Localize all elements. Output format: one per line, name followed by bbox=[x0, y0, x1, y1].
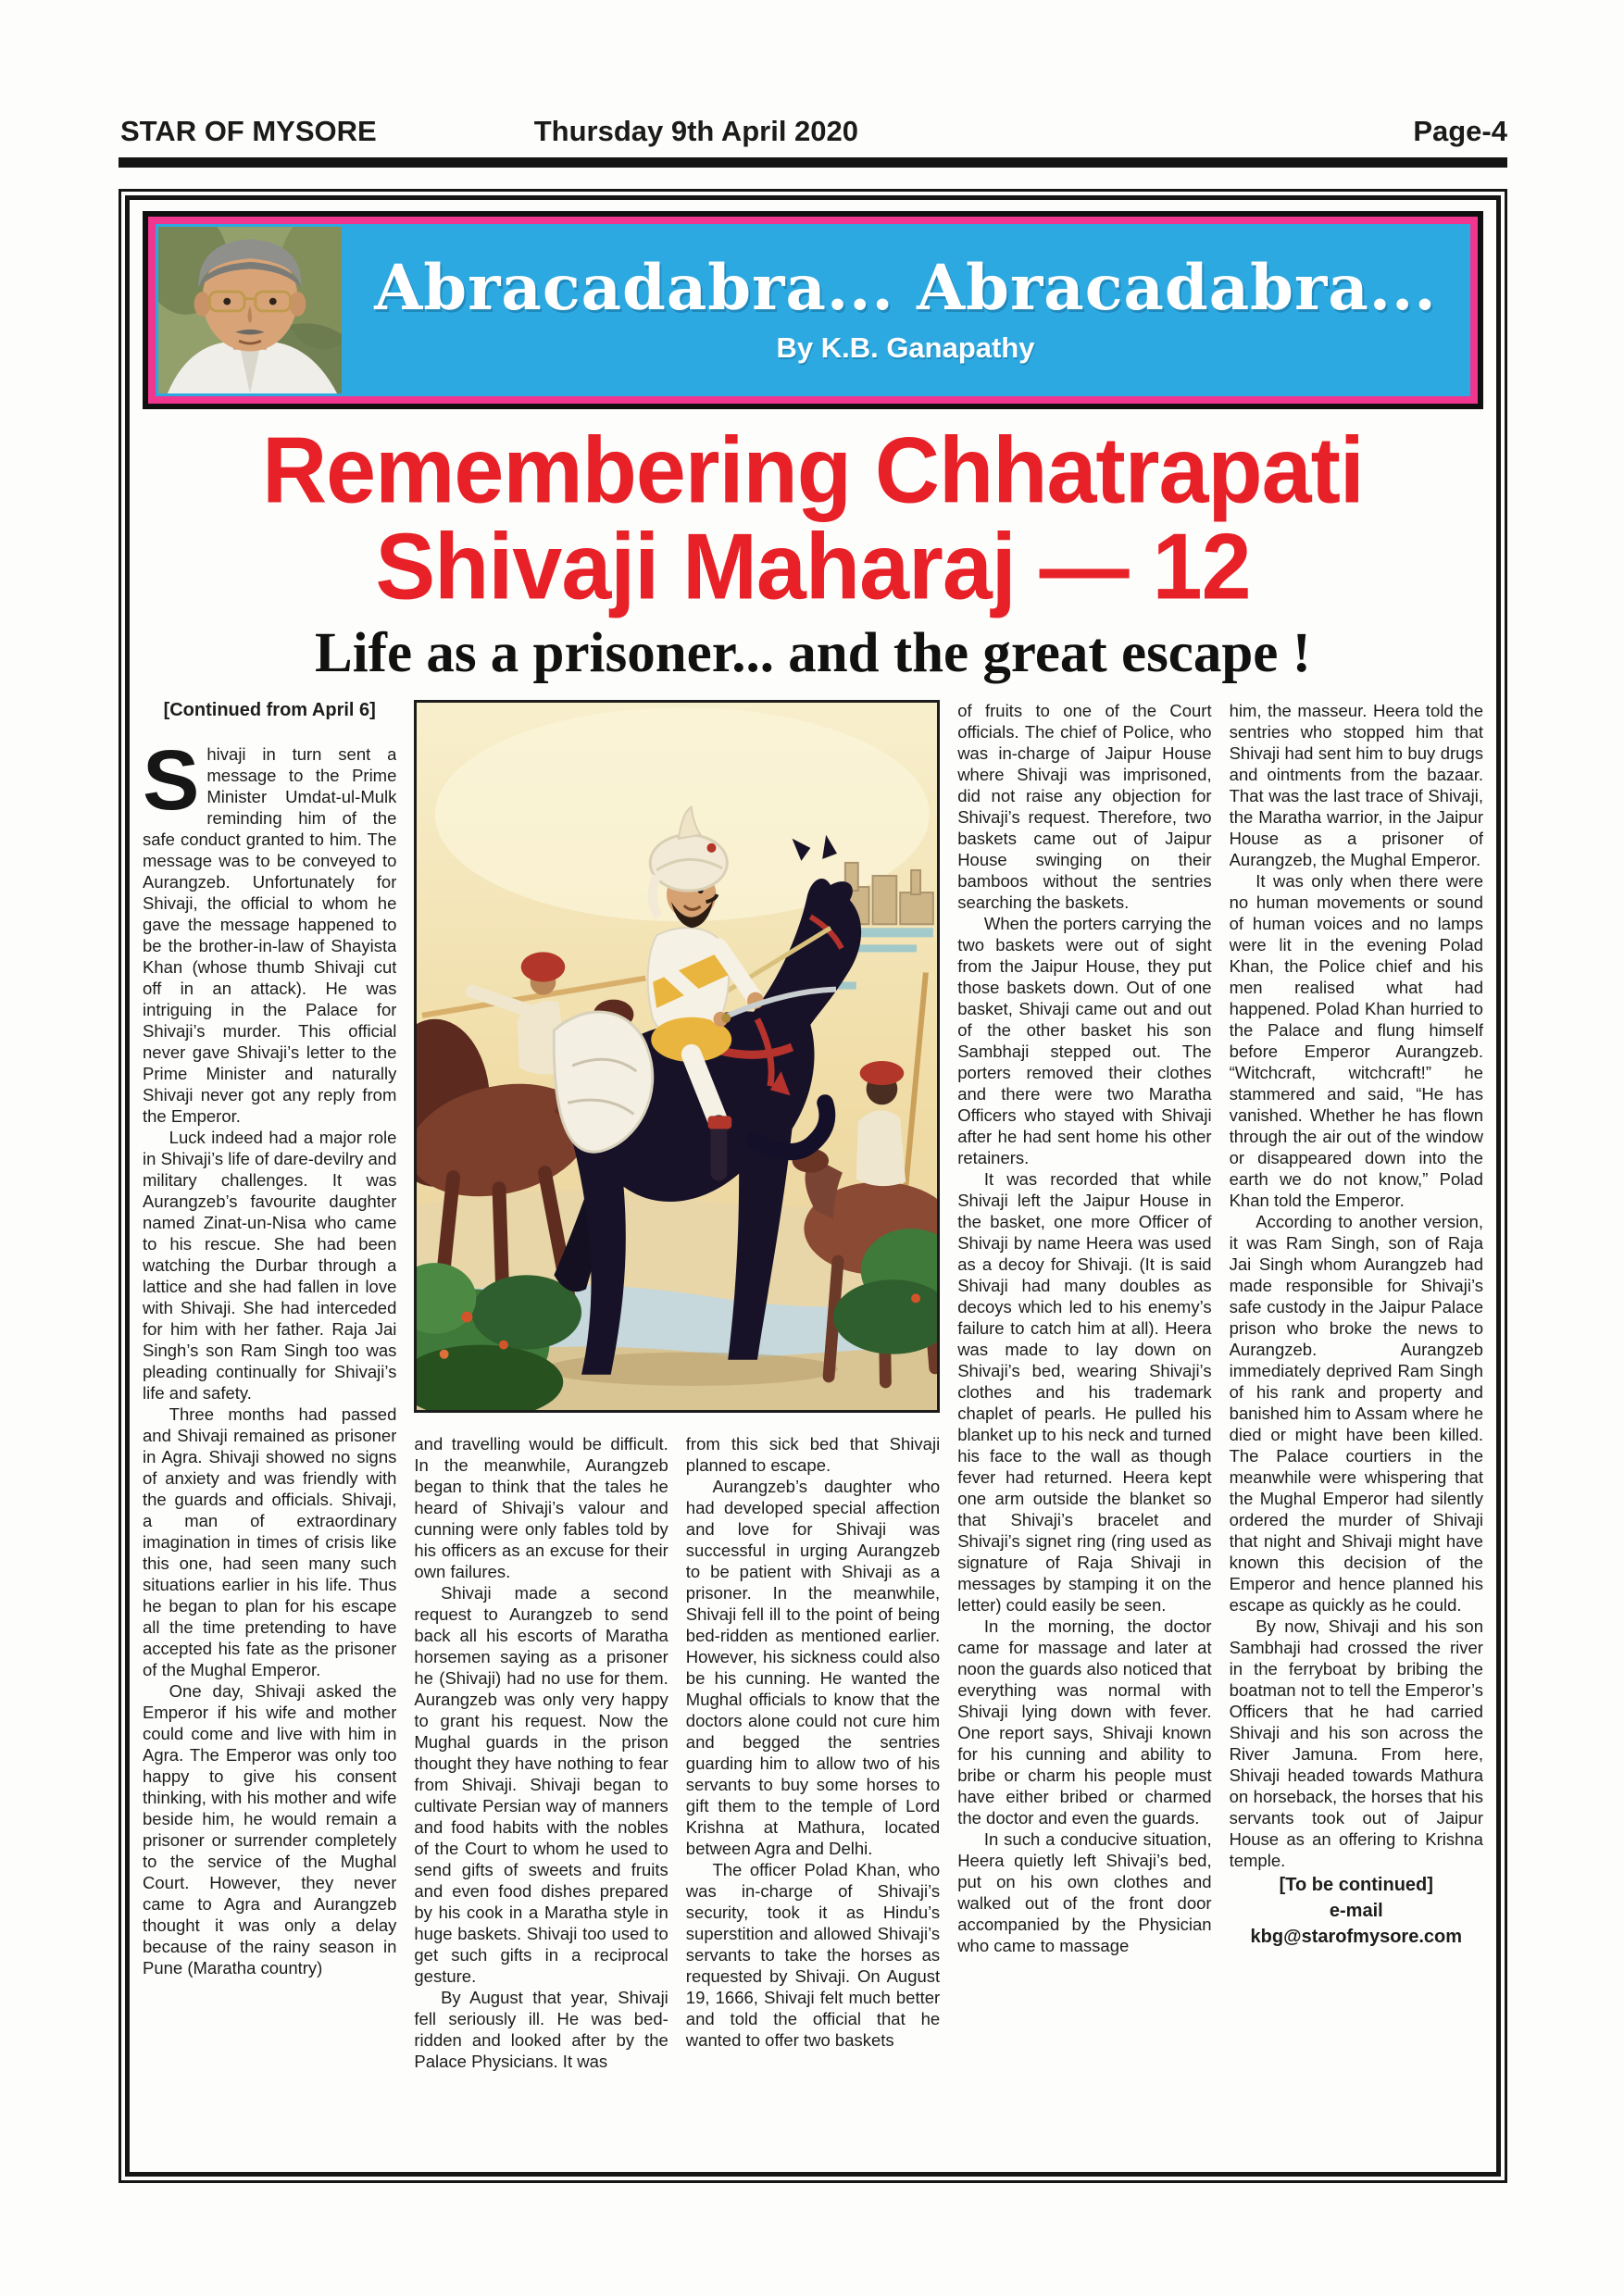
paragraph bbox=[143, 733, 397, 1127]
headline bbox=[143, 417, 1483, 619]
paragraph: In the morning, the doctor came for massage and later at noon the guards also noticed that everything was normal with Shivaji lying down with fever. One report says, Shivaji known for his cunning and ability to bribe or charm his people must have either bribed or charmed the doctor and even the guards. bbox=[957, 1616, 1212, 1828]
column-3 bbox=[686, 1433, 940, 2177]
article-body bbox=[143, 700, 1483, 2177]
paragraph: and travelling would be difficult. In the meanwhile, Aurangzeb began to think that the tales he heard of Shivaji’s valour and cunning were only fables told by his officers as an excuse for their own failures. bbox=[414, 1434, 668, 1581]
paragraph: It was recorded that while Shivaji left the Jaipur House in the basket, one more Officer of Shivaji by name Heera was used as a decoy for Shivaji. (It is said Shivaji had many doubles as decoys which led to his enemy’s failure to catch him at all). Heera was made to lay down on Shivaji’s bed, wearing Shivaji’s clothes and his trademark chaplet of pearls. He pulled his blanket up to his neck and turned his face to the wall as though fever had returned. Heera kept one arm outside the blanket so that Shivaji’s bracelet and Shivaji’s signet ring (ring used as signature of Raja Shivaji in messages by stamping it on the letter) could easily be seen. bbox=[957, 1169, 1212, 1615]
paragraph: It was only when there were no human movements or sound of human voices and no lamps were lit in the evening Polad Khan, the Police chief and his men realised what had happened. Polad Khan hurried to the Palace and flung himself before Emperor Aurangzeb. “Witchcraft, witchcraft!” he stammered and said, “He has vanished. Whether he has flown through the air out of the window or disappeared down into the earth we do not know,” Polad Khan told the Emperor. bbox=[1229, 871, 1483, 1210]
paragraph-text: hivaji in turn sent a message to the Prime Minister Umdat-ul-Mulk reminding him of the safe conduct granted to him. The message was to be conveyed to Aurangzeb. Unfortunately for Shivaji, the official to whom he gave the message happened to be the brother-in-law of Shayista Khan (whose thumb Shivaji cut off in an attack). He was intriguing in the Palace for Shivaji’s murder. This official never gave Shivaji’s letter to the Prime Minister and naturally Shivaji never got any reply from the Emperor. bbox=[143, 744, 397, 1126]
page-header bbox=[120, 106, 1507, 148]
column-byline: By K.B. Ganapathy bbox=[776, 331, 1035, 364]
paragraph: According to another version, it was Ram Singh, son of Raja Jai Singh whom Aurangzeb had made responsible for Shivaji’s safe custody in the Jaipur Palace prison who broke the news to Aurangzeb. Aurangzeb immediately deprived Ram Singh of his rank and property and banished him to Assam where he died or might have been killed. The Palace courtiers in the meanwhile were whispering that the Mughal Emperor had silently ordered the murder of Shivaji that night and Shivaji might have known this decision of the Emperor and hence planned his escape as quickly as he could. bbox=[1229, 1212, 1483, 1615]
article-frame bbox=[119, 189, 1507, 2183]
paragraph: from this sick bed that Shivaji planned to escape. bbox=[685, 1434, 941, 1475]
column-2 bbox=[414, 1433, 668, 2177]
paragraph: By now, Shivaji and his son Sambhaji had crossed the river in the ferryboat by bribing the boatman not to tell the Emperor’s Officers that he had carried Shivaji and his son across the River Jamuna. From here, Shivaji headed towards Mathura on horseback, the horses that his servants took out of Jaipur House as an offering to Krishna temple. bbox=[1229, 1616, 1483, 1870]
paragraph: him, the masseur. Heera told the sentries who stopped him that Shivaji had sent him to buy drugs and ointments from the bazaar. That was the last trace of Shivaji, the Maratha warrior, in the Jaipur House as a prisoner of Aurangzeb, the Mughal Emperor. bbox=[1229, 701, 1483, 869]
columnist-portrait-illustration bbox=[158, 227, 342, 393]
to-be-continued-note: [To be continued] bbox=[1279, 1875, 1433, 1895]
paragraph: of fruits to one of the Court officials. The chief of Police, who was in-charge of Jaipur House where Shivaji was imprisoned, did not raise any objection for Shivaji’s request. Therefore, two baskets came out of Jaipur House swinging on their bamboos without the sentries searching the baskets. bbox=[957, 701, 1212, 912]
column-5 bbox=[1230, 700, 1483, 2177]
columnist-photo bbox=[158, 227, 342, 393]
continued-from-note: [Continued from April 6] bbox=[163, 700, 376, 720]
paragraph: By August that year, Shivaji fell seriously ill. He was bed-ridden and looked after by the Palace Physicians. It was bbox=[414, 1988, 668, 2071]
headline-line-2: Shivaji Maharaj — 12 bbox=[375, 513, 1251, 619]
page-number: Page-4 bbox=[1413, 115, 1507, 147]
dateline: Thursday 9th April 2020 bbox=[533, 115, 859, 147]
article-photo-block bbox=[414, 700, 940, 1413]
email-label: e-mail bbox=[1329, 1901, 1383, 1921]
column-1 bbox=[143, 700, 396, 2177]
paragraph: One day, Shivaji asked the Emperor if his wife and mother could come and live with him in Agra. The Emperor was only too happy to give his consent thinking, with his mother and wife beside him, he would remain a prisoner or surrender completely to the service of the Mughal Court. However, they never came to Agra and Aurangzeb thought it was only a delay because of the rainy season in Pune (Maratha country) bbox=[143, 1681, 397, 1978]
paragraph: In such a conducive situation, Heera quietly left Shivaji’s bed, put on his own clothes and walked out of the front door accompanied by the Physician who came to massage bbox=[957, 1829, 1212, 1955]
paragraph: Aurangzeb’s daughter who had developed special affection and love for Shivaji was successful in urging Aurangzeb to be patient with Shivaji as a prisoner. In the meanwhile, Shivaji fell ill to the point of being bed-ridden as mentioned earlier. However, his sickness could also be his cunning. He wanted the Mughal officials to know that the doctors alone could not cure him and begged the sentries guarding him to allow two of his servants to buy some horses to gift them to the temple of Lord Krishna at Mathura, located between Agra and Delhi. bbox=[685, 1477, 941, 1858]
subheadline: Life as a prisoner... and the great escape ! bbox=[315, 622, 1311, 684]
paragraph: When the porters carrying the two baskets were out of sight from the Jaipur House, they put those baskets down. Out of one basket, Shivaji came out and out of the other basket his son Sambhaji stepped out. The porters removed their clothes and there were two Maratha Officers who stayed with Shivaji after he had sent home his other retainers. bbox=[957, 914, 1212, 1167]
shivaji-horseback-painting bbox=[414, 700, 940, 1413]
headline-line-1: Remembering Chhatrapati bbox=[262, 417, 1364, 523]
column-banner bbox=[143, 211, 1483, 409]
column-title: Abracadabra... Abracadabra... bbox=[374, 251, 1437, 324]
drop-cap: S bbox=[143, 733, 200, 828]
email-address: kbg@starofmysore.com bbox=[1250, 1927, 1463, 1947]
paragraph: Shivaji made a second request to Aurangzeb to send back all his escorts of Maratha horsemen saying as a prisoner he (Shivaji) had no use for them. Aurangzeb was only very happy to grant his request. Now the Mughal guards in the prison thought they have nothing to fear from Shivaji. Shivaji began to cultivate Persian way of manners and food habits with the nobles of the Court to whom he used to send gifts of sweets and fruits and even food dishes prepared by his cook in a Maratha style in huge baskets. Shivaji too used to get such gifts in a reciprocal gesture. bbox=[414, 1583, 668, 1986]
paragraph: The officer Polad Khan, who was in-charge of Shivaji’s security, took it as Hindu’s superstition and allowed Shivaji’s servants to take the horses as requested by Shivaji. On August 19, 1666, Shivaji felt much better and told the official that he wanted to offer two baskets bbox=[685, 1860, 941, 2050]
paragraph: Three months had passed and Shivaji remained as prisoner in Agra. Shivaji showed no signs of anxiety and was friendly with the guards and officials. Shivaji, a man of extraordinary imagination in times of crisis like this one, had seen many such situations earlier in his life. Thus he began to plan for his escape all the time pretending to have accepted his fate as the prisoner of the Mughal Emperor. bbox=[143, 1404, 397, 1679]
masthead: STAR OF MYSORE bbox=[120, 115, 377, 147]
paragraph: Luck indeed had a major role in Shivaji’s life of dare-devilry and military challenges. It was Aurangzeb’s favourite daughter named Zinat-un-Nisa who came to his rescue. She had been watching the Durbar through a lattice and she had fallen in love with Shivaji. She had interceded for him with her father. Raja Jai Singh’s son Ram Singh too was pleading continually for Shivaji’s life and safety. bbox=[143, 1128, 397, 1403]
header-rule bbox=[119, 157, 1507, 168]
column-4 bbox=[957, 700, 1211, 2177]
